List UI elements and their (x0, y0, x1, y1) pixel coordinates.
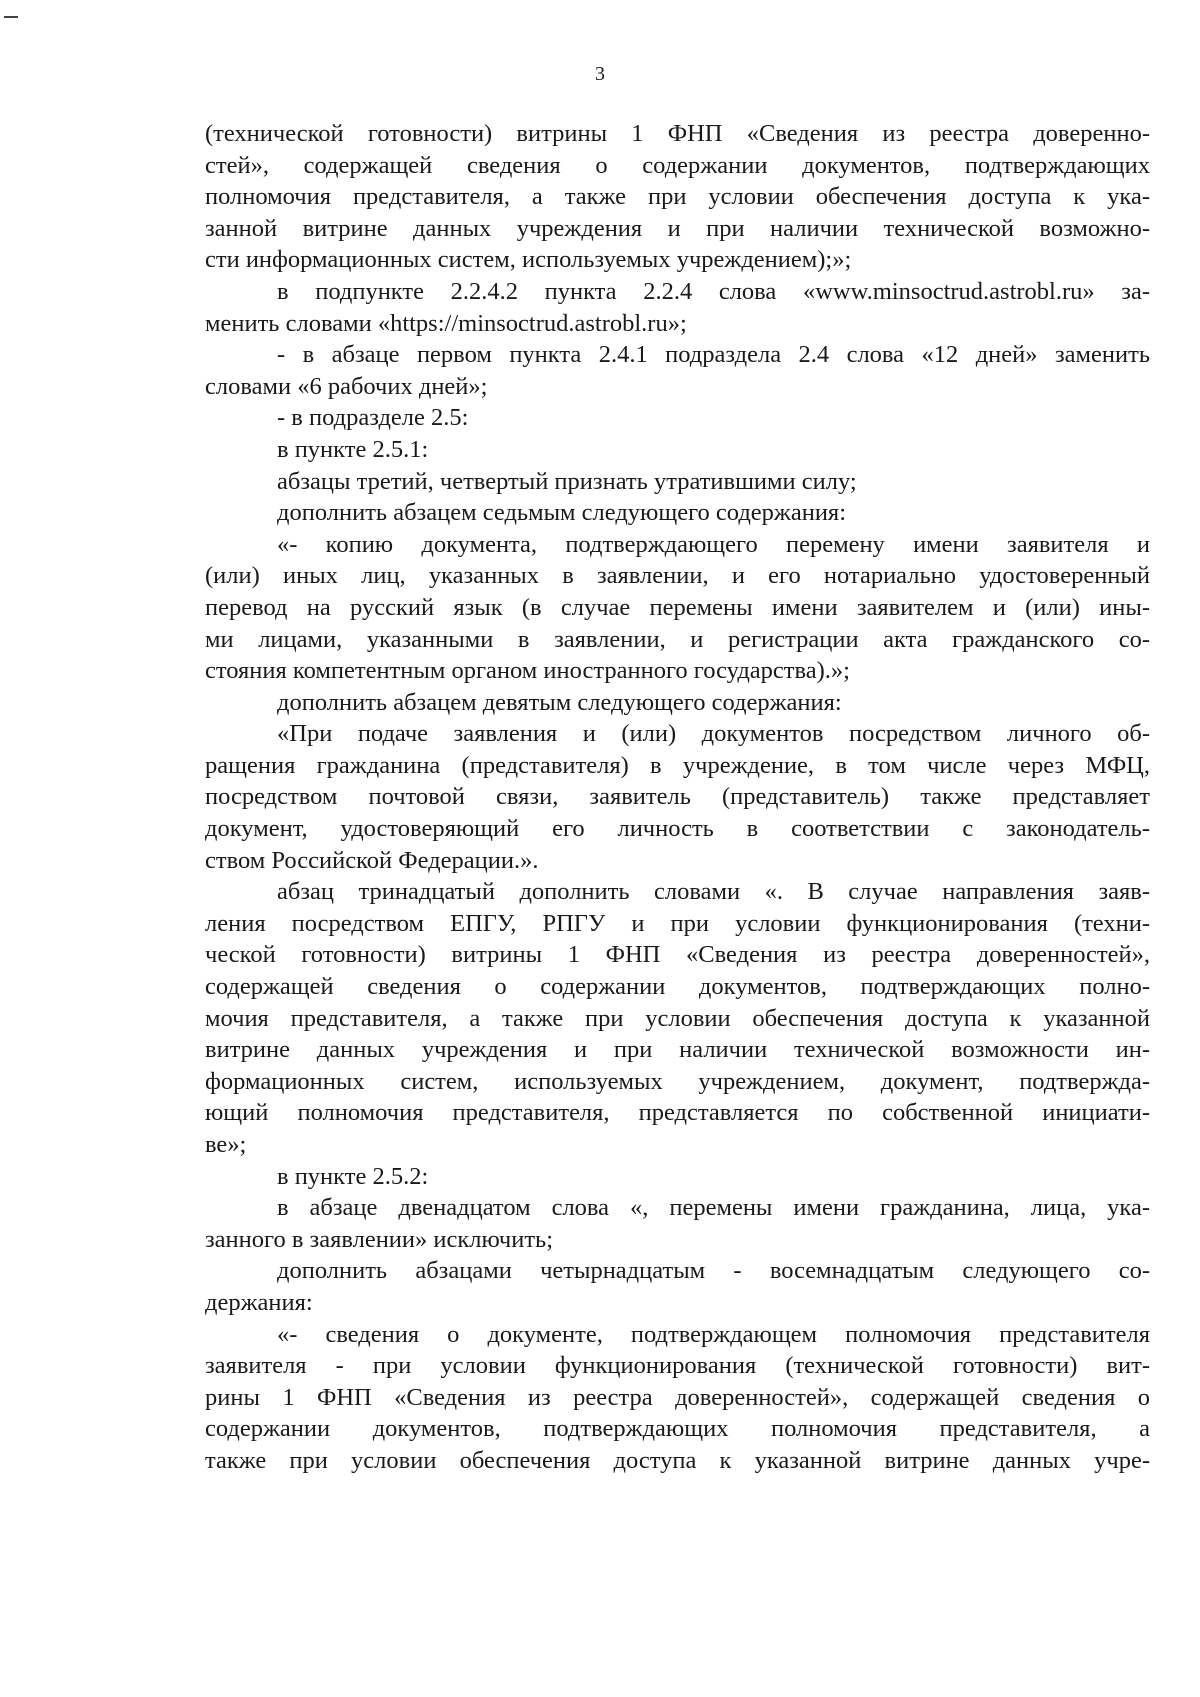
text-line: занного в заявлении» исключить; (205, 1225, 554, 1253)
text-line: содержании документов, подтверждающих полномочия представителя, а (205, 1415, 1150, 1443)
text-line: витрине данных учреждения и при наличии технической возможности ин- (205, 1036, 1150, 1064)
text-line: ления посредством ЕПГУ, РПГУ и при условии функционирования (техни- (205, 909, 1150, 937)
text-line: словами «6 рабочих дней»; (205, 372, 488, 400)
scan-artifact-mark (4, 16, 18, 18)
text-line: - в подразделе 2.5: (277, 404, 469, 432)
text-line: стей», содержащей сведения о содержании документов, подтверждающих (205, 151, 1150, 179)
text-line: посредством почтовой связи, заявитель (представитель) также представляет (205, 783, 1150, 811)
text-line: в пункте 2.5.2: (277, 1162, 429, 1190)
text-line: ством Российской Федерации.». (205, 846, 539, 874)
text-line: заявителя - при условии функционирования (технической готовности) вит- (205, 1352, 1150, 1380)
text-line: абзацы третий, четвертый признать утратившими силу; (277, 467, 857, 495)
text-line: ращения гражданина (представителя) в учреждение, в том числе через МФЦ, (205, 751, 1150, 779)
text-line: дополнить абзацем седьмым следующего содержания: (277, 499, 847, 527)
document-body (205, 118, 1150, 1477)
text-line: содержащей сведения о содержании документов, подтверждающих полно- (205, 973, 1150, 1001)
text-line: (или) иных лиц, указанных в заявлении, и его нотариально удостоверенный (205, 562, 1150, 590)
text-line: в пункте 2.5.1: (277, 435, 429, 463)
text-line: в подпункте 2.2.4.2 пункта 2.2.4 слова «www.minsoctrud.astrobl.ru» за- (277, 277, 1150, 305)
text-line: формационных систем, используемых учреждением, документ, подтвержда- (205, 1067, 1150, 1095)
text-line: ческой готовности) витрины 1 ФНП «Сведения из реестра доверенностей», (205, 941, 1150, 969)
text-line: «При подаче заявления и (или) документов посредством личного об- (277, 720, 1150, 748)
text-line: стояния компетентным органом иностранного государства).»; (205, 657, 850, 685)
text-line: менить словами «https://minsoctrud.astrobl.ru»; (205, 309, 687, 337)
text-line: занной витрине данных учреждения и при наличии технической возможно- (205, 214, 1150, 242)
text-line: ве»; (205, 1131, 247, 1158)
text-line: держания: (205, 1288, 313, 1316)
text-line: в абзаце двенадцатом слова «, перемены имени гражданина, лица, ука- (277, 1194, 1150, 1222)
text-line: рины 1 ФНП «Сведения из реестра доверенностей», содержащей сведения о (205, 1383, 1150, 1411)
text-line: «- копию документа, подтверждающего перемену имени заявителя и (277, 530, 1150, 558)
text-line: (технической готовности) витрины 1 ФНП «Сведения из реестра доверенно- (205, 120, 1150, 147)
text-line: перевод на русский язык (в случае перемены имени заявителем и (или) ины- (205, 593, 1150, 621)
text-line: также при условии обеспечения доступа к указанной витрине данных учре- (205, 1446, 1150, 1474)
text-line: мочия представителя, а также при условии обеспечения доступа к указанной (205, 1004, 1150, 1032)
text-line: сти информационных систем, используемых учреждением);»; (205, 246, 852, 274)
text-line: дополнить абзацами четырнадцатым - восемнадцатым следующего со- (277, 1257, 1150, 1285)
text-line: ми лицами, указанными в заявлении, и регистрации акта гражданского со- (205, 625, 1150, 653)
text-line: документ, удостоверяющий его личность в соответствии с законодатель- (205, 815, 1150, 843)
text-line: полномочия представителя, а также при условии обеспечения доступа к ука- (205, 183, 1150, 211)
page-number: 3 (595, 63, 605, 85)
text-line: - в абзаце первом пункта 2.4.1 подраздела 2.4 слова «12 дней» заменить (277, 341, 1150, 369)
text-line: абзац тринадцатый дополнить словами «. В случае направления заяв- (277, 878, 1150, 906)
text-line: дополнить абзацем девятым следующего содержания: (277, 688, 842, 716)
text-line: «- сведения о документе, подтверждающем полномочия представителя (277, 1320, 1150, 1348)
text-line: ющий полномочия представителя, представляется по собственной инициати- (205, 1099, 1150, 1127)
